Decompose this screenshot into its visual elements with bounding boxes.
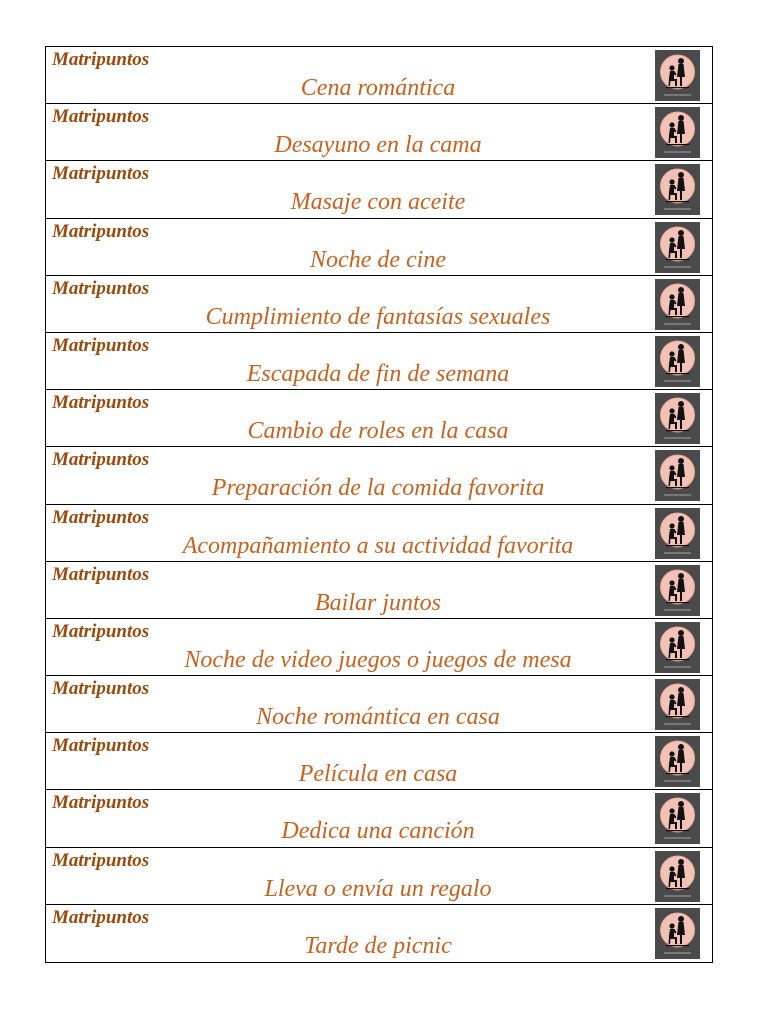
coupon-title: Cena romántica <box>300 75 456 101</box>
coupon-title: Bailar juntos <box>314 589 441 616</box>
brand-label: Matripuntos <box>52 620 150 642</box>
coupon-row <box>46 790 712 847</box>
couple-proposal-silhouette-icon <box>655 565 700 616</box>
couple-proposal-silhouette-icon <box>655 908 700 959</box>
coupon-row <box>46 619 712 676</box>
brand-label: Matripuntos <box>52 220 150 242</box>
brand-label: Matripuntos <box>52 678 150 700</box>
brand-label: Matripuntos <box>52 277 150 299</box>
couple-proposal-silhouette-icon <box>655 336 700 387</box>
coupon-row <box>46 447 712 504</box>
couple-proposal-silhouette-icon <box>655 851 700 902</box>
coupon-row <box>46 104 712 161</box>
brand-label: Matripuntos <box>52 735 150 757</box>
coupon-row <box>46 676 712 733</box>
couple-proposal-silhouette-icon <box>655 279 700 330</box>
couple-proposal-silhouette-icon <box>655 508 700 559</box>
coupon-title: Escapada de fin de semana <box>246 360 510 387</box>
couple-proposal-silhouette-icon <box>655 622 700 673</box>
coupon-title: Lleva o envía un regalo <box>264 875 492 902</box>
coupon-row <box>46 848 712 905</box>
coupon-row <box>46 47 712 104</box>
couple-proposal-silhouette-icon <box>655 393 700 444</box>
couple-proposal-silhouette-icon <box>655 679 700 730</box>
coupon-title: Desayuno en la cama <box>274 132 482 159</box>
coupon-row <box>46 562 712 619</box>
coupon-row <box>46 219 712 276</box>
brand-label: Matripuntos <box>52 163 150 185</box>
brand-label: Matripuntos <box>52 49 150 70</box>
couple-proposal-silhouette-icon <box>655 50 700 101</box>
brand-label: Matripuntos <box>52 563 150 585</box>
brand-label: Matripuntos <box>52 334 150 356</box>
coupon-row <box>46 505 712 562</box>
brand-label: Matripuntos <box>52 506 150 528</box>
couple-proposal-silhouette-icon <box>655 736 700 787</box>
brand-label: Matripuntos <box>52 392 150 414</box>
coupon-title: Dedica una canción <box>281 818 475 845</box>
couple-proposal-silhouette-icon <box>655 793 700 844</box>
coupon-table <box>45 46 713 963</box>
coupon-row <box>46 333 712 390</box>
coupon-title: Película en casa <box>298 761 458 788</box>
coupon-title: Cumplimiento de fantasías sexuales <box>205 303 551 330</box>
coupon-row <box>46 905 712 962</box>
coupon-title: Noche de cine <box>310 246 446 273</box>
brand-label: Matripuntos <box>52 449 150 471</box>
brand-label: Matripuntos <box>52 792 150 814</box>
coupon-title: Cambio de roles en la casa <box>247 418 509 445</box>
couple-proposal-silhouette-icon <box>655 107 700 158</box>
brand-label: Matripuntos <box>52 849 150 871</box>
couple-proposal-silhouette-icon <box>655 222 700 273</box>
coupon-title: Acompañamiento a su actividad favorita <box>182 532 574 559</box>
coupon-row <box>46 390 712 447</box>
coupon-title: Noche romántica en casa <box>256 704 500 731</box>
coupon-title: Tarde de picnic <box>304 932 452 959</box>
coupon-title: Preparación de la comida favorita <box>211 475 545 502</box>
brand-label: Matripuntos <box>52 906 150 928</box>
couple-proposal-silhouette-icon <box>655 164 700 215</box>
coupon-title: Masaje con aceite <box>290 189 466 216</box>
coupon-title: Noche de video juegos o juegos de mesa <box>184 646 572 673</box>
coupon-row <box>46 733 712 790</box>
coupon-row <box>46 161 712 218</box>
brand-label: Matripuntos <box>52 106 150 128</box>
couple-proposal-silhouette-icon <box>655 450 700 501</box>
coupon-row <box>46 276 712 333</box>
